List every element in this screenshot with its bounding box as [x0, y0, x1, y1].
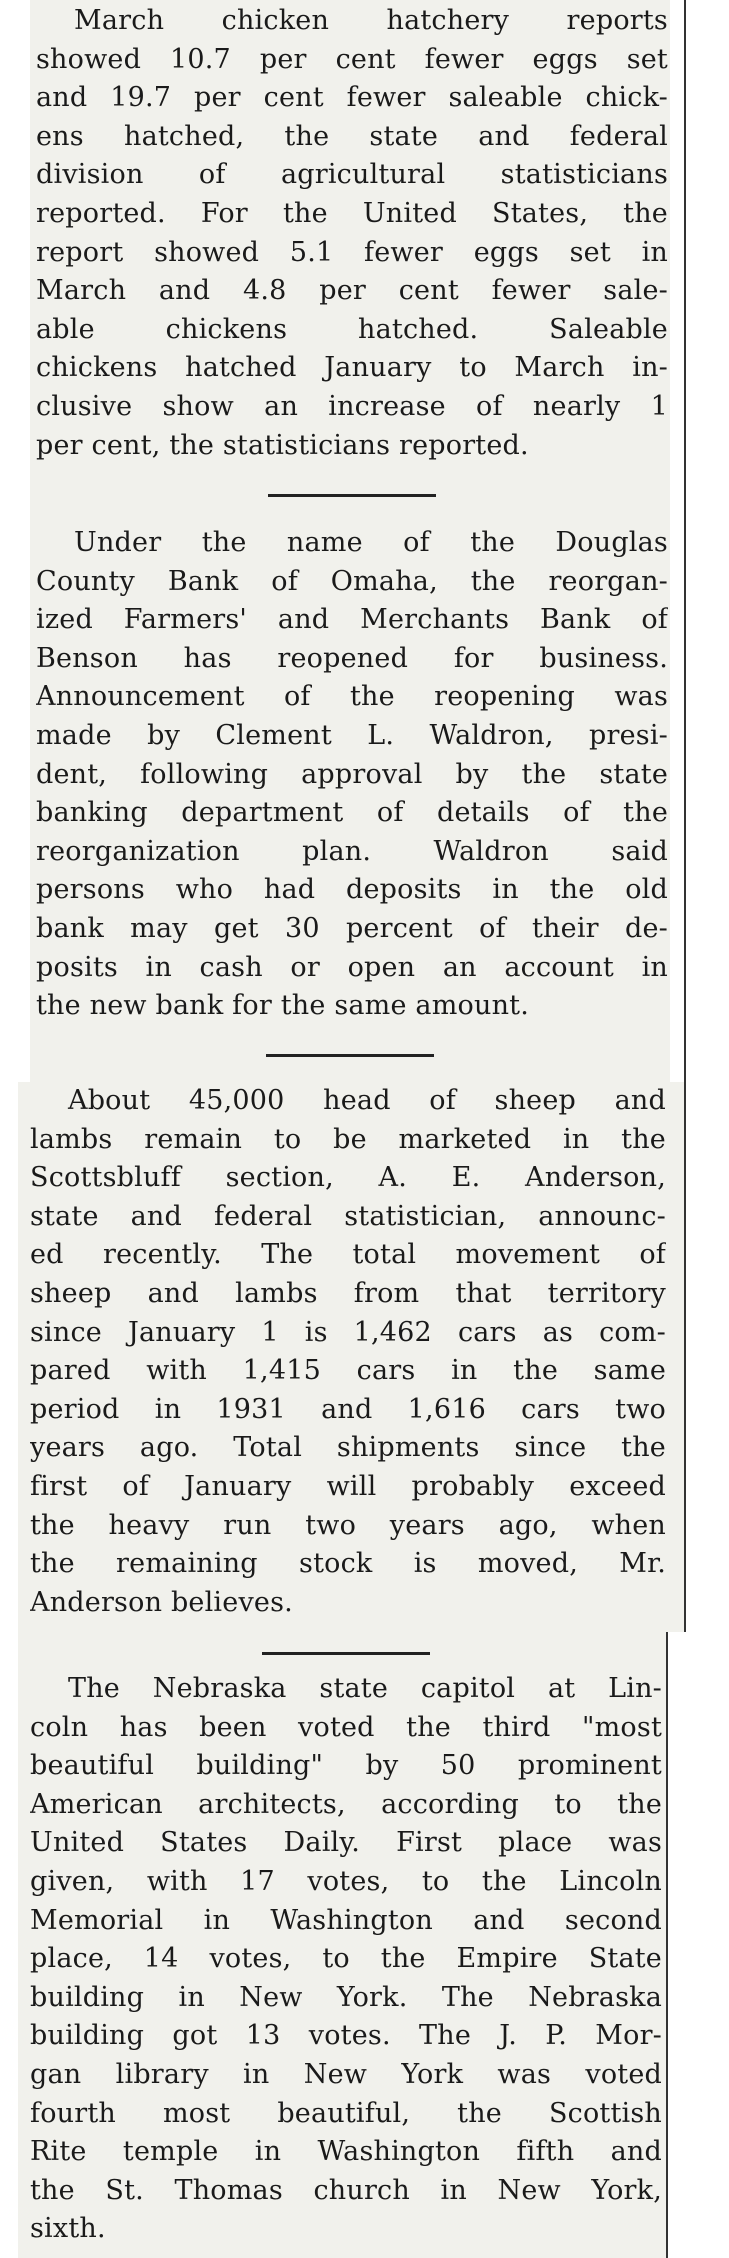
article-line: division of agricultural statisticians [36, 159, 668, 191]
article-line: report showed 5.1 fewer eggs set in [36, 236, 668, 268]
article-line: beautiful building" by 50 prominent [30, 1750, 662, 1782]
article-line: ens hatched, the state and federal [36, 120, 668, 152]
article-line: gan library in New York was voted [30, 2058, 662, 2090]
article-line: able chickens hatched. Saleable [36, 313, 668, 345]
article-line: showed 10.7 per cent fewer eggs set [36, 43, 668, 75]
article-line: sixth. [30, 2213, 106, 2245]
article-line: the remaining stock is moved, Mr. [30, 1548, 666, 1580]
article-line: the St. Thomas church in New York, [30, 2174, 662, 2206]
article-line: fourth most beautiful, the Scottish [30, 2097, 662, 2129]
article-line: the heavy run two years ago, when [30, 1509, 666, 1541]
article-line: Anderson believes. [30, 1586, 293, 1618]
article-line: posits in cash or open an account in [36, 951, 668, 983]
article-line: March and 4.8 per cent fewer sale- [36, 275, 668, 307]
article-line: American architects, according to the [30, 1788, 662, 1820]
article-line: United States Daily. First place was [30, 1827, 662, 1859]
article-line: ized Farmers' and Merchants Bank of [36, 604, 668, 636]
article-bank [36, 524, 668, 1026]
article-line: March chicken hatchery reports [74, 5, 668, 36]
article-line: first of January will probably exceed [30, 1470, 666, 1502]
article-line: Under the name of the Douglas [74, 527, 668, 558]
article-line: Memorial in Washington and second [30, 1904, 662, 1936]
article-line: the new bank for the same amount. [36, 990, 529, 1022]
article-line: chickens hatched January to March in- [36, 352, 668, 384]
article-line: dent, following approval by the state [36, 758, 668, 790]
article-capitol [30, 1670, 662, 2249]
article-line: pared with 1,415 cars in the same [30, 1355, 666, 1387]
section-divider [266, 1054, 434, 1057]
article-line: years ago. Total shipments since the [30, 1432, 666, 1464]
article-line: lambs remain to be marketed in the [30, 1123, 666, 1155]
article-line: Announcement of the reopening was [36, 681, 668, 713]
article-line: sheep and lambs from that territory [30, 1277, 666, 1309]
article-line: bank may get 30 percent of their de- [36, 912, 668, 944]
article-line: and 19.7 per cent fewer saleable chick- [36, 82, 668, 114]
article-line: banking department of details of the [36, 797, 668, 829]
article-line: Scottsbluff section, A. E. Anderson, [30, 1162, 666, 1194]
article-line: County Bank of Omaha, the reorgan- [36, 565, 668, 597]
article-line: Benson has reopened for business. [36, 642, 668, 674]
article-line: About 45,000 head of sheep and [68, 1085, 666, 1116]
article-line: period in 1931 and 1,616 cars two [30, 1393, 666, 1425]
article-line: Rite temple in Washington fifth and [30, 2136, 662, 2168]
article-line: clusive show an increase of nearly 1 [36, 390, 668, 422]
article-sheep [30, 1082, 666, 1622]
article-line: per cent, the statisticians reported. [36, 429, 529, 461]
article-line: coln has been voted the third "most [30, 1711, 662, 1743]
section-divider [268, 494, 436, 497]
article-line: since January 1 is 1,462 cars as com- [30, 1316, 666, 1348]
article-line: reported. For the United States, the [36, 197, 668, 229]
article-line: The Nebraska state capitol at Lin- [68, 1673, 662, 1704]
article-line: building in New York. The Nebraska [30, 1981, 662, 2013]
article-line: persons who had deposits in the old [36, 874, 668, 906]
article-line: given, with 17 votes, to the Lincoln [30, 1865, 662, 1897]
article-line: ed recently. The total movement of [30, 1239, 666, 1271]
article-line: made by Clement L. Waldron, presi- [36, 719, 668, 751]
article-line: reorganization plan. Waldron said [36, 835, 668, 867]
section-divider [262, 1652, 430, 1655]
article-line: building got 13 votes. The J. P. Mor- [30, 2020, 662, 2052]
article-line: state and federal statistician, announc- [30, 1200, 666, 1232]
article-hatchery [36, 2, 668, 465]
article-line: place, 14 votes, to the Empire State [30, 1943, 662, 1975]
